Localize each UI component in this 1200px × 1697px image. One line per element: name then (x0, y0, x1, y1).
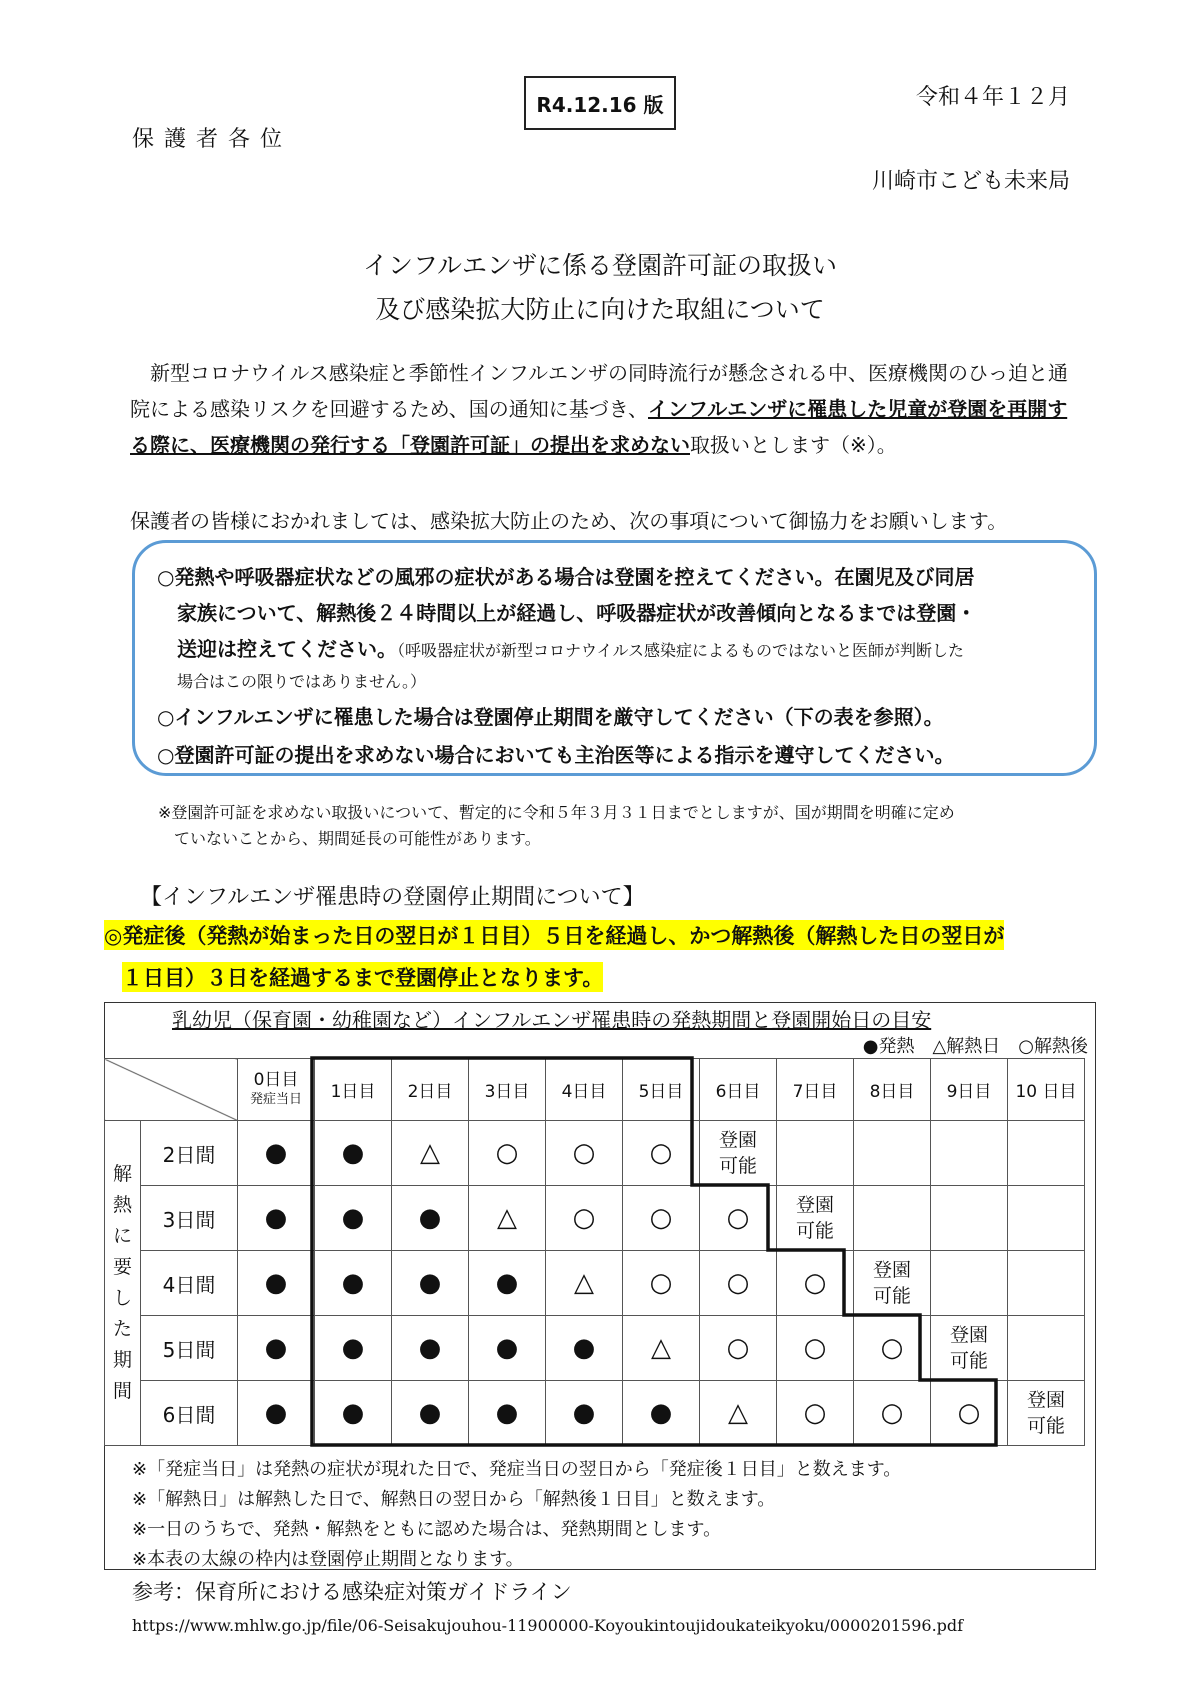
version-badge (524, 76, 676, 130)
day-header-1: 1日目 (315, 1059, 392, 1121)
fever-dot-icon: ● (315, 1186, 392, 1251)
fever-dot-icon: ● (238, 1381, 315, 1446)
note-2: ※「解熱日」は解熱した日で、解熱日の翌日から「解熱後１日目」と数えます。 (132, 1489, 776, 1510)
callout-item1-line3 (177, 633, 964, 662)
intro-text-start: 新型コロナウイルス感染症と季節性インフルエンザの同時流行が懸念される中、医療機関のひっ迫と通院による感染リスクを回避するため、国の通知に基づき、 (130, 361, 1068, 421)
schedule-table (104, 1058, 1085, 1446)
callout-item1-line1: ○発熱や呼吸器症状などの風邪の症状がある場合は登園を控えてください。在園児及び同居 (157, 565, 975, 589)
day-header-0-sub: 発症当日 (249, 1091, 302, 1107)
fever-dot-icon: ● (238, 1251, 315, 1316)
day-header-3: 3日目 (469, 1059, 546, 1121)
fever-dot-icon: ● (238, 1316, 315, 1381)
row-label: 5日間 (141, 1316, 238, 1381)
fever-break-triangle-icon: △ (392, 1121, 469, 1186)
post-fever-circle-icon: ○ (777, 1316, 854, 1381)
day-header-6: 6日目 (700, 1059, 777, 1121)
fever-dot-icon: ● (469, 1251, 546, 1316)
reference-label: 参考：保育所における感染症対策ガイドライン (132, 1580, 572, 1604)
note-4: ※本表の太線の枠内は登園停止期間となります。 (132, 1549, 524, 1570)
issue-date: 令和４年１２月 (915, 85, 1070, 110)
attendance-ok-line1: 登園 (795, 1194, 834, 1216)
request-paragraph: 保護者の皆様におかれましては、感染拡大防止のため、次の事項について御協力をお願いします。 (130, 509, 1008, 533)
attendance-ok-cell (700, 1121, 777, 1186)
day-header-7: 7日目 (777, 1059, 854, 1121)
attendance-ok-line2: 可能 (795, 1220, 834, 1242)
attendance-ok-cell (854, 1251, 931, 1316)
section-heading: 【インフルエンザ罹患時の登園停止期間について】 (140, 885, 645, 910)
empty-cell (777, 1121, 854, 1186)
attendance-ok-line1: 登園 (718, 1129, 757, 1151)
intro-underlined-text: インフルエンザに罹患した児童が登園を再開する際に、医療機関の発行する「登園許可証」の提出を求めない (130, 397, 1068, 457)
attendance-ok-line1: 登園 (1026, 1389, 1065, 1411)
post-fever-circle-icon: ○ (623, 1251, 700, 1316)
fever-duration-side-label (105, 1121, 141, 1446)
fever-break-triangle-icon: △ (623, 1316, 700, 1381)
attendance-ok-cell (931, 1316, 1008, 1381)
post-fever-circle-icon: ○ (623, 1121, 700, 1186)
callout-item2: ○インフルエンザに罹患した場合は登園停止期間を厳守してください（下の表を参照）。 (157, 705, 944, 729)
fever-dot-icon: ● (546, 1316, 623, 1381)
side-label-char: し (113, 1287, 133, 1309)
side-label-char: 期 (113, 1349, 133, 1371)
empty-cell (854, 1186, 931, 1251)
schedule-table-title: 乳幼児（保育園・幼稚園など）インフルエンザ罹患時の発熱期間と登園開始日の目安 (172, 1008, 932, 1032)
fever-dot-icon: ● (315, 1121, 392, 1186)
fever-dot-icon: ● (392, 1316, 469, 1381)
day-header-0 (238, 1059, 315, 1121)
attendance-ok-line2: 可能 (718, 1155, 757, 1177)
side-label-char: 要 (113, 1256, 133, 1278)
intro-paragraph (130, 355, 1085, 463)
row-label: 2日間 (141, 1121, 238, 1186)
table-corner-cell (105, 1059, 238, 1121)
post-fever-circle-icon: ○ (777, 1251, 854, 1316)
callout-item1-note-a: （呼吸器症状が新型コロナウイルス感染症によるものではないと医師が判断した (397, 641, 965, 660)
post-fever-circle-icon: ○ (700, 1251, 777, 1316)
fever-break-triangle-icon: △ (700, 1381, 777, 1446)
fever-dot-icon: ● (315, 1381, 392, 1446)
note-3: ※一日のうちで、発熱・解熱をともに認めた場合は、発熱期間とします。 (132, 1519, 722, 1540)
attendance-ok-cell (777, 1186, 854, 1251)
fever-dot-icon: ● (238, 1121, 315, 1186)
side-label-char: 間 (113, 1380, 133, 1402)
fever-dot-icon: ● (392, 1186, 469, 1251)
empty-cell (931, 1121, 1008, 1186)
table-row (105, 1251, 1085, 1316)
table-notes (132, 1455, 901, 1575)
attendance-ok-cell (1008, 1381, 1085, 1446)
callout-item1-line3-text: 送迎は控えてください。 (177, 637, 397, 661)
row-label: 3日間 (141, 1186, 238, 1251)
post-fever-circle-icon: ○ (700, 1316, 777, 1381)
addressee: 保護者各位 (132, 127, 293, 152)
post-fever-circle-icon: ○ (931, 1381, 1008, 1446)
fever-dot-icon: ● (315, 1316, 392, 1381)
reference-url[interactable]: https://www.mhlw.go.jp/file/06-Seisakujouhou-11900000-Koyoukintoujidoukateikyoku/0000201596.pdf (132, 1616, 964, 1635)
post-fever-circle-icon: ○ (854, 1381, 931, 1446)
empty-cell (1008, 1121, 1085, 1186)
attendance-ok-line2: 可能 (949, 1350, 988, 1372)
empty-cell (931, 1251, 1008, 1316)
day-header-9: 9日目 (931, 1059, 1008, 1121)
schedule-legend: ●発熱 △解熱日 ○解熱後 (862, 1036, 1088, 1057)
post-fever-circle-icon: ○ (469, 1121, 546, 1186)
attendance-ok-line1: 登園 (949, 1324, 988, 1346)
day-header-5: 5日目 (623, 1059, 700, 1121)
fever-dot-icon: ● (469, 1381, 546, 1446)
document-title-line1: インフルエンザに係る登園許可証の取扱い (362, 251, 837, 280)
callout-item1-line2: 家族について、解熱後２４時間以上が経過し、呼吸器症状が改善傾向となるまでは登園・ (177, 601, 977, 625)
attendance-ok-line2: 可能 (1026, 1415, 1065, 1437)
side-label-char: た (113, 1318, 133, 1340)
highlight-line2: １日目）３日を経過するまで登園停止となります。 (122, 962, 603, 992)
day-header-8: 8日目 (854, 1059, 931, 1121)
day-header-2: 2日目 (392, 1059, 469, 1121)
table-row (105, 1121, 1085, 1186)
fever-dot-icon: ● (469, 1316, 546, 1381)
side-label-char: 熱 (113, 1194, 133, 1216)
fever-dot-icon: ● (315, 1251, 392, 1316)
day-header-0-label: 0日目 (253, 1069, 299, 1090)
day-header-10: 10 日目 (1008, 1059, 1085, 1121)
version-text: R4.12.16 版 (536, 92, 664, 117)
table-row (105, 1316, 1085, 1381)
note-1: ※「発症当日」は発熱の症状が現れた日で、発症当日の翌日から「発症後１日目」と数えます。 (132, 1459, 902, 1480)
empty-cell (1008, 1316, 1085, 1381)
side-label-char: 解 (113, 1163, 133, 1185)
fever-dot-icon: ● (623, 1381, 700, 1446)
day-header-4: 4日目 (546, 1059, 623, 1121)
fever-dot-icon: ● (392, 1381, 469, 1446)
table-row (105, 1381, 1085, 1446)
footnote-line2: ていないことから、期間延長の可能性があります。 (174, 829, 541, 848)
footnote-line1: ※登園許可証を求めない取扱いについて、暫定的に令和５年３月３１日までとしますが、国が期間を明確に定め (158, 803, 955, 822)
side-label-char: に (113, 1225, 133, 1247)
highlight-line1: ◎発症後（発熱が始まった日の翌日が１日目）５日を経過し、かつ解熱後（解熱した日の翌日が (104, 920, 1004, 950)
post-fever-circle-icon: ○ (623, 1186, 700, 1251)
attendance-ok-line2: 可能 (872, 1285, 911, 1307)
callout-item1-note-b: 場合はこの限りではありません。） (177, 672, 426, 691)
row-label: 4日間 (141, 1251, 238, 1316)
post-fever-circle-icon: ○ (854, 1316, 931, 1381)
table-row (105, 1186, 1085, 1251)
empty-cell (854, 1121, 931, 1186)
empty-cell (1008, 1186, 1085, 1251)
empty-cell (931, 1186, 1008, 1251)
row-label: 6日間 (141, 1381, 238, 1446)
request-callout-box (132, 540, 1097, 776)
document-title-line2: 及び感染拡大防止に向けた取組について (375, 295, 825, 324)
sender: 川崎市こども未来局 (871, 169, 1070, 194)
post-fever-circle-icon: ○ (546, 1121, 623, 1186)
empty-cell (1008, 1251, 1085, 1316)
intro-text-end: 取扱いとします（※）。 (690, 433, 897, 457)
post-fever-circle-icon: ○ (546, 1186, 623, 1251)
post-fever-circle-icon: ○ (777, 1381, 854, 1446)
fever-dot-icon: ● (546, 1381, 623, 1446)
fever-break-triangle-icon: △ (469, 1186, 546, 1251)
provisional-footnote (158, 800, 1078, 852)
attendance-ok-line1: 登園 (872, 1259, 911, 1281)
fever-dot-icon: ● (238, 1186, 315, 1251)
fever-break-triangle-icon: △ (546, 1251, 623, 1316)
fever-dot-icon: ● (392, 1251, 469, 1316)
post-fever-circle-icon: ○ (700, 1186, 777, 1251)
callout-item3: ○登園許可証の提出を求めない場合においても主治医等による指示を遵守してください。 (157, 743, 955, 767)
